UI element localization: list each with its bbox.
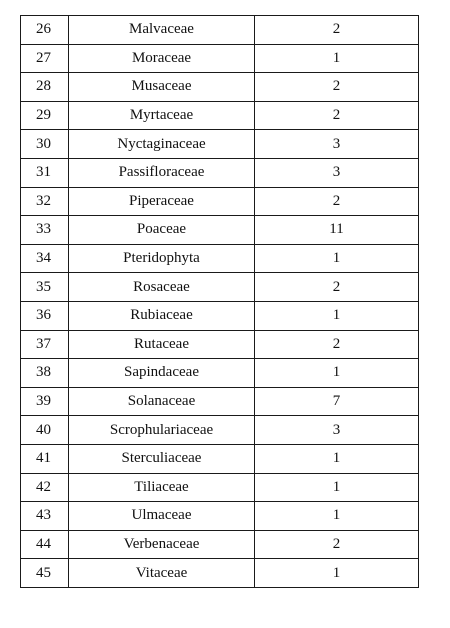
count-cell: 1 — [255, 473, 419, 502]
row-number-cell: 34 — [21, 244, 69, 273]
table-row — [21, 273, 419, 302]
row-number-cell: 44 — [21, 530, 69, 559]
family-name-cell: Pteridophyta — [69, 244, 255, 273]
family-name-cell: Solanaceae — [69, 387, 255, 416]
table-row — [21, 187, 419, 216]
count-cell: 3 — [255, 416, 419, 445]
family-name-cell: Moraceae — [69, 44, 255, 73]
table-row — [21, 473, 419, 502]
row-number-cell: 28 — [21, 73, 69, 102]
family-name-cell: Verbenaceae — [69, 530, 255, 559]
family-name-cell: Nyctaginaceae — [69, 130, 255, 159]
family-name-cell: Malvaceae — [69, 16, 255, 45]
table-row — [21, 559, 419, 588]
table-row — [21, 359, 419, 388]
count-cell: 3 — [255, 158, 419, 187]
row-number-cell: 33 — [21, 216, 69, 245]
row-number-cell: 41 — [21, 444, 69, 473]
count-cell: 2 — [255, 330, 419, 359]
row-number-cell: 35 — [21, 273, 69, 302]
table-row — [21, 530, 419, 559]
count-cell: 1 — [255, 502, 419, 531]
family-name-cell: Ulmaceae — [69, 502, 255, 531]
row-number-cell: 42 — [21, 473, 69, 502]
table-row — [21, 101, 419, 130]
table-row — [21, 387, 419, 416]
row-number-cell: 27 — [21, 44, 69, 73]
family-name-cell: Sterculiaceae — [69, 444, 255, 473]
count-cell: 2 — [255, 16, 419, 45]
row-number-cell: 32 — [21, 187, 69, 216]
row-number-cell: 29 — [21, 101, 69, 130]
row-number-cell: 30 — [21, 130, 69, 159]
family-count-table — [20, 15, 419, 588]
count-cell: 3 — [255, 130, 419, 159]
family-name-cell: Tiliaceae — [69, 473, 255, 502]
table-row — [21, 130, 419, 159]
table-row — [21, 330, 419, 359]
table-row — [21, 416, 419, 445]
count-cell: 1 — [255, 244, 419, 273]
table-body — [21, 16, 419, 588]
count-cell: 1 — [255, 359, 419, 388]
count-cell: 11 — [255, 216, 419, 245]
count-cell: 2 — [255, 530, 419, 559]
table-row — [21, 301, 419, 330]
family-name-cell: Scrophulariaceae — [69, 416, 255, 445]
family-name-cell: Musaceae — [69, 73, 255, 102]
table-row — [21, 244, 419, 273]
family-name-cell: Rutaceae — [69, 330, 255, 359]
table-row — [21, 16, 419, 45]
row-number-cell: 37 — [21, 330, 69, 359]
count-cell: 7 — [255, 387, 419, 416]
count-cell: 1 — [255, 559, 419, 588]
count-cell: 1 — [255, 301, 419, 330]
family-name-cell: Passifloraceae — [69, 158, 255, 187]
table-row — [21, 216, 419, 245]
table-row — [21, 502, 419, 531]
count-cell: 2 — [255, 73, 419, 102]
row-number-cell: 38 — [21, 359, 69, 388]
count-cell: 1 — [255, 44, 419, 73]
family-name-cell: Myrtaceae — [69, 101, 255, 130]
count-cell: 2 — [255, 101, 419, 130]
family-name-cell: Vitaceae — [69, 559, 255, 588]
row-number-cell: 36 — [21, 301, 69, 330]
family-name-cell: Poaceae — [69, 216, 255, 245]
row-number-cell: 31 — [21, 158, 69, 187]
count-cell: 1 — [255, 444, 419, 473]
row-number-cell: 39 — [21, 387, 69, 416]
table-row — [21, 73, 419, 102]
family-name-cell: Rubiaceae — [69, 301, 255, 330]
count-cell: 2 — [255, 187, 419, 216]
table-row — [21, 158, 419, 187]
table-row — [21, 44, 419, 73]
family-name-cell: Sapindaceae — [69, 359, 255, 388]
row-number-cell: 43 — [21, 502, 69, 531]
row-number-cell: 26 — [21, 16, 69, 45]
family-name-cell: Piperaceae — [69, 187, 255, 216]
table-row — [21, 444, 419, 473]
row-number-cell: 45 — [21, 559, 69, 588]
row-number-cell: 40 — [21, 416, 69, 445]
count-cell: 2 — [255, 273, 419, 302]
family-name-cell: Rosaceae — [69, 273, 255, 302]
